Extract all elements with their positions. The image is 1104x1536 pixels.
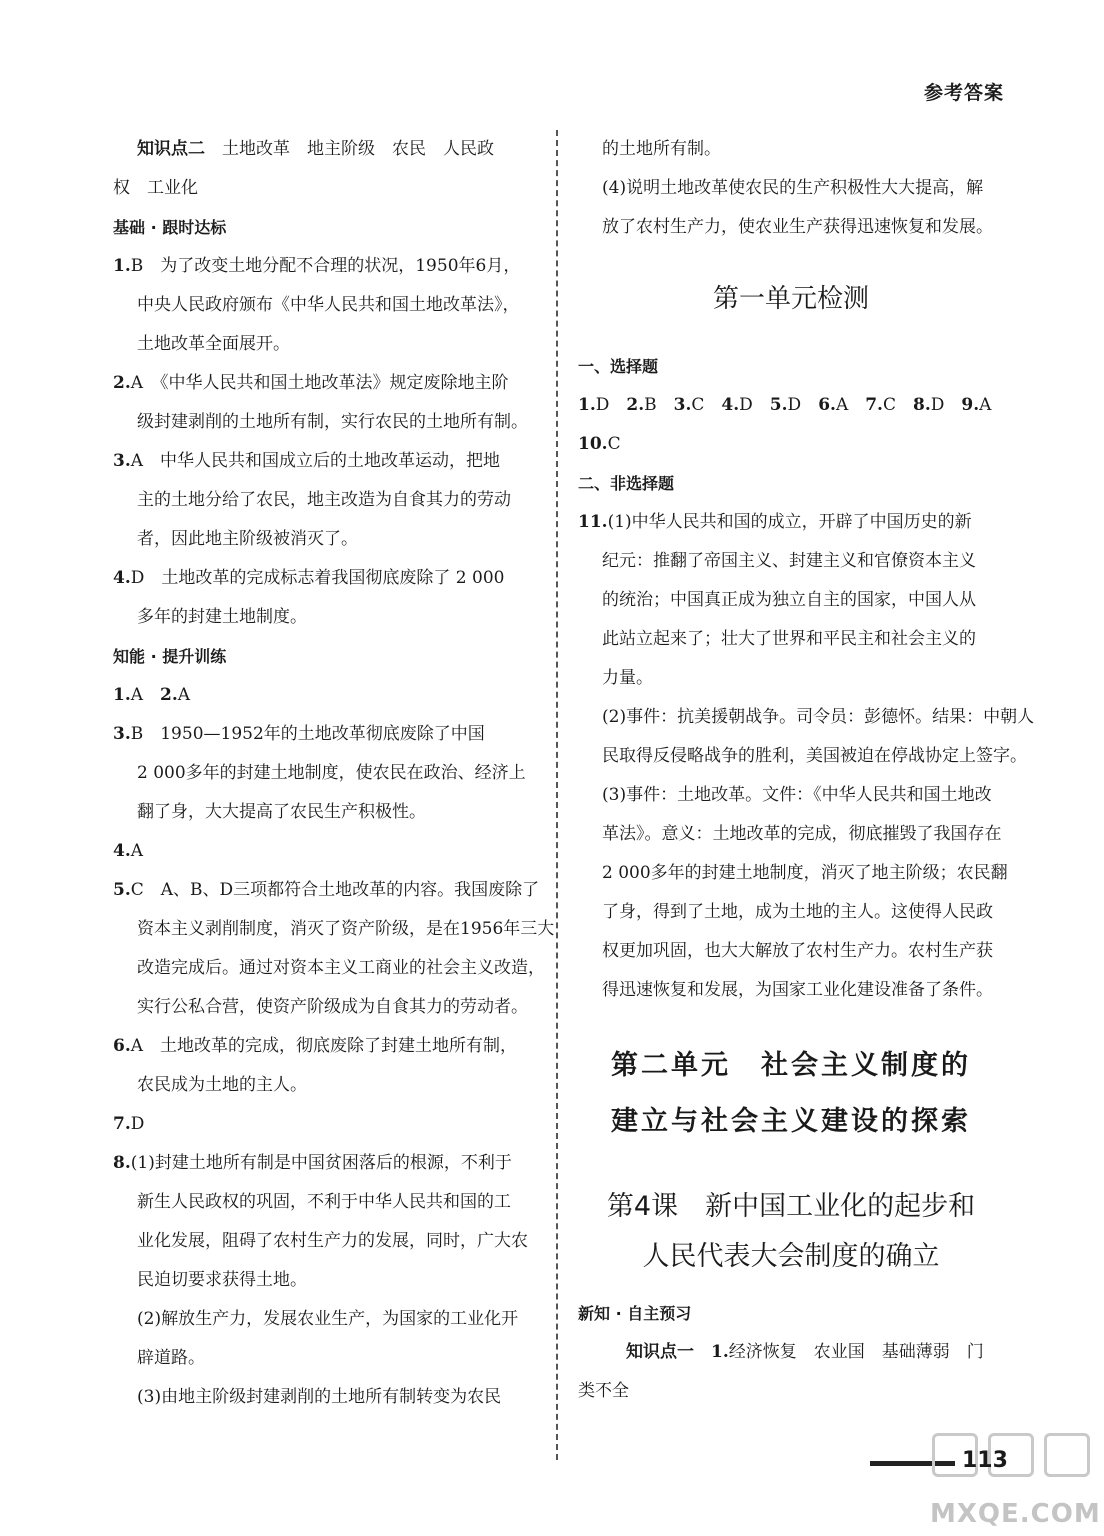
choice-answer-7: 7.C bbox=[865, 395, 896, 415]
section-preview: 新知 · 自主预习 bbox=[578, 1304, 692, 1323]
lesson-title-line2: 人民代表大会制度的确立 bbox=[642, 1241, 940, 1272]
practice-5: 5.C A、B、D三项都符合土地改革的内容。我国废除了 bbox=[113, 880, 540, 900]
answer-1: 1.B 为了改变土地分配不合理的状况，1950年6月， bbox=[113, 256, 521, 276]
answer-1-line2: 中央人民政府颁布《中华人民共和国土地改革法》， bbox=[137, 295, 520, 315]
answer-2: 2.A 《中华人民共和国土地改革法》规定废除地主阶 bbox=[113, 373, 509, 393]
choice-answers bbox=[578, 386, 1004, 425]
page-header: 参考答案 bbox=[923, 82, 1004, 104]
choice-answer-8: 8.D bbox=[912, 395, 945, 415]
left-column bbox=[113, 130, 555, 1417]
choice-answer-3: 3.C bbox=[673, 395, 705, 415]
knowledge-point-1-cont: 类不全 bbox=[578, 1381, 629, 1401]
practice-8-line3: 业化发展，阻碍了农村生产力的发展，同时，广大农 bbox=[137, 1231, 528, 1251]
knowledge-point-2-cont: 权 工业化 bbox=[113, 178, 198, 198]
watermark-char-box bbox=[1044, 1433, 1090, 1477]
answer-11-line11: 了身，得到了土地，成为土地的主人。这使得人民政 bbox=[602, 902, 993, 922]
watermark-logo bbox=[930, 1425, 1101, 1529]
practice-8-part4-line2: 放了农村生产力，使农业生产获得迅速恢复和发展。 bbox=[602, 217, 993, 237]
answer-11-line13: 得迅速恢复和发展，为国家工业化建设准备了条件。 bbox=[602, 980, 993, 1000]
choice-answer-9: 9.A bbox=[961, 395, 992, 415]
knowledge-point-2: 知识点二 土地改革 地主阶级 农民 人民政 bbox=[137, 139, 494, 159]
answer-4: 4.D 土地改革的完成标志着我国彻底废除了 2 000 bbox=[113, 568, 505, 588]
answer-11-line10: 2 000多年的封建土地制度，消灭了地主阶级；农民翻 bbox=[602, 863, 1008, 883]
answer-11-line5: 力量。 bbox=[602, 668, 653, 688]
choice-answer-5: 5.D bbox=[769, 395, 802, 415]
answer-11-line7: 民取得反侵略战争的胜利，美国被迫在停战协定上签字。 bbox=[602, 746, 1027, 766]
knowledge-point-1: 知识点一 1.经济恢复 农业国 基础薄弱 门 bbox=[626, 1342, 984, 1362]
practice-6: 6.A 土地改革的完成，彻底废除了封建土地所有制， bbox=[113, 1036, 518, 1056]
choice-answer-2: 2.B bbox=[626, 395, 657, 415]
practice-1-2: 1.A 2.A bbox=[113, 685, 191, 705]
answer-11-line12: 权更加巩固，也大大解放了农村生产力。农村生产获 bbox=[602, 941, 993, 961]
practice-5-line4: 实行公私合营，使资产阶级成为自食其力的劳动者。 bbox=[137, 997, 528, 1017]
answer-11-line9: 革法》。意义：土地改革的完成，彻底摧毁了我国存在 bbox=[602, 824, 1002, 844]
lesson-title-line1: 第4课 新中国工业化的起步和 bbox=[606, 1191, 976, 1222]
column-divider bbox=[556, 130, 558, 1460]
practice-8: 8.(1)封建土地所有制是中国贫困落后的根源，不利于 bbox=[113, 1153, 512, 1173]
practice-7: 7.D bbox=[113, 1114, 145, 1134]
section-choice: 一、选择题 bbox=[578, 357, 659, 376]
practice-8-line4: 民迫切要求获得土地。 bbox=[137, 1270, 307, 1290]
answer-11: 11.(1)中华人民共和国的成立，开辟了中国历史的新 bbox=[578, 512, 972, 532]
practice-3-line3: 翻了身，大大提高了农民生产积极性。 bbox=[137, 802, 426, 822]
answer-3: 3.A 中华人民共和国成立后的土地改革运动，把地 bbox=[113, 451, 501, 471]
practice-8-line7: (3)由地主阶级封建剥削的土地所有制转变为农民 bbox=[137, 1387, 502, 1407]
page-number: 113 bbox=[962, 1448, 1008, 1473]
practice-8-part4: (4)说明土地改革使农民的生产积极性大大提高，解 bbox=[602, 178, 984, 198]
choice-answer-4: 4.D bbox=[721, 395, 753, 415]
practice-5-line2: 资本主义剥削制度，消灭了资产阶级，是在1956年三大 bbox=[137, 919, 555, 939]
unit2-title-line1: 第二单元 社会主义制度的 bbox=[611, 1050, 971, 1081]
answer-11-line8: (3)事件：土地改革。文件：《中华人民共和国土地改 bbox=[602, 785, 992, 805]
answer-2-line2: 级封建剥削的土地所有制，实行农民的土地所有制。 bbox=[137, 412, 528, 432]
practice-8-line6: 辟道路。 bbox=[137, 1348, 205, 1368]
practice-3: 3.B 1950—1952年的土地改革彻底废除了中国 bbox=[113, 724, 485, 744]
choice-answer-1: 1.D bbox=[578, 395, 610, 415]
choice-answer-10: 10.C bbox=[578, 434, 621, 454]
answer-1-line3: 土地改革全面展开。 bbox=[137, 334, 290, 354]
practice-8-cont: 的土地所有制。 bbox=[602, 139, 721, 159]
practice-8-line5: (2)解放生产力，发展农业生产，为国家的工业化开 bbox=[137, 1309, 519, 1329]
right-column bbox=[578, 130, 1035, 1411]
section-nonchoice: 二、非选择题 bbox=[578, 474, 675, 493]
answer-11-line6: (2)事件：抗美援朝战争。司令员：彭德怀。结果：中朝人 bbox=[602, 707, 1035, 727]
unit1-test-title: 第一单元检测 bbox=[712, 284, 869, 314]
practice-4: 4.A bbox=[113, 841, 144, 861]
answer-3-line2: 主的土地分给了农民，地主改造为自食其力的劳动 bbox=[137, 490, 511, 510]
practice-6-line2: 农民成为土地的主人。 bbox=[137, 1075, 307, 1095]
answer-11-line4: 此站立起来了；壮大了世界和平民主和社会主义的 bbox=[602, 629, 976, 649]
practice-5-line3: 改造完成后。通过对资本主义工商业的社会主义改造， bbox=[137, 958, 545, 978]
answer-11-line2: 纪元：推翻了帝国主义、封建主义和官僚资本主义 bbox=[602, 551, 976, 571]
answer-3-line3: 者，因此地主阶级被消灭了。 bbox=[137, 529, 358, 549]
answer-4-line2: 多年的封建土地制度。 bbox=[137, 607, 307, 627]
watermark-url: MXQE.COM bbox=[930, 1499, 1101, 1529]
section-advanced: 知能 · 提升训练 bbox=[113, 647, 227, 666]
answer-11-line3: 的统治；中国真正成为独立自主的国家，中国人从 bbox=[602, 590, 976, 610]
section-basic: 基础 · 跟时达标 bbox=[113, 218, 227, 237]
unit2-title-line2: 建立与社会主义建设的探索 bbox=[611, 1106, 971, 1137]
practice-3-line2: 2 000多年的封建土地制度，使农民在政治、经济上 bbox=[137, 763, 526, 783]
practice-8-line2: 新生人民政权的巩固，不利于中华人民共和国的工 bbox=[137, 1192, 511, 1212]
choice-answer-6: 6.A bbox=[818, 395, 849, 415]
